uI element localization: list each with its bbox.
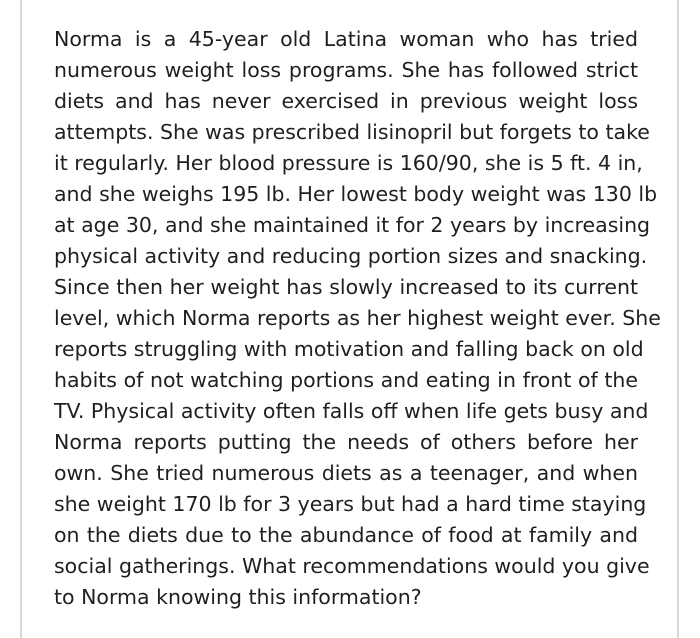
text-line: diets and has never exercised in previous weight loss	[54, 89, 638, 113]
text-line: to Norma knowing this information?	[54, 585, 422, 609]
text-line: own. She tried numerous diets as a teenager, and when	[54, 461, 638, 485]
text-line: level, which Norma reports as her highest weight ever. She	[54, 306, 661, 330]
text-line: attempts. She was prescribed lisinopril but forgets to take	[54, 120, 650, 144]
text-line: she weight 170 lb for 3 years but had a hard time staying	[54, 492, 647, 516]
text-line: reports struggling with motivation and falling back on old	[54, 337, 644, 361]
text-line: numerous weight loss programs. She has followed strict	[54, 58, 638, 82]
text-line: Norma is a 45-year old Latina woman who has tried	[54, 27, 638, 51]
text-line: at age 30, and she maintained it for 2 years by increasing	[54, 213, 651, 237]
question-text	[54, 24, 661, 613]
text-line: Since then her weight has slowly increased to its current	[54, 275, 638, 299]
text-line: and she weighs 195 lb. Her lowest body weight was 130 lb	[54, 182, 658, 206]
text-line: on the diets due to the abundance of food at family and	[54, 523, 638, 547]
text-line: physical activity and reducing portion sizes and snacking.	[54, 244, 648, 268]
text-line: Norma reports putting the needs of others before her	[54, 430, 638, 454]
text-line: social gatherings. What recommendations would you give	[54, 554, 650, 578]
text-line: it regularly. Her blood pressure is 160/90, she is 5 ft. 4 in,	[54, 151, 643, 175]
text-line: habits of not watching portions and eating in front of the	[54, 368, 638, 392]
text-line: TV. Physical activity often falls off when life gets busy and	[54, 399, 649, 423]
